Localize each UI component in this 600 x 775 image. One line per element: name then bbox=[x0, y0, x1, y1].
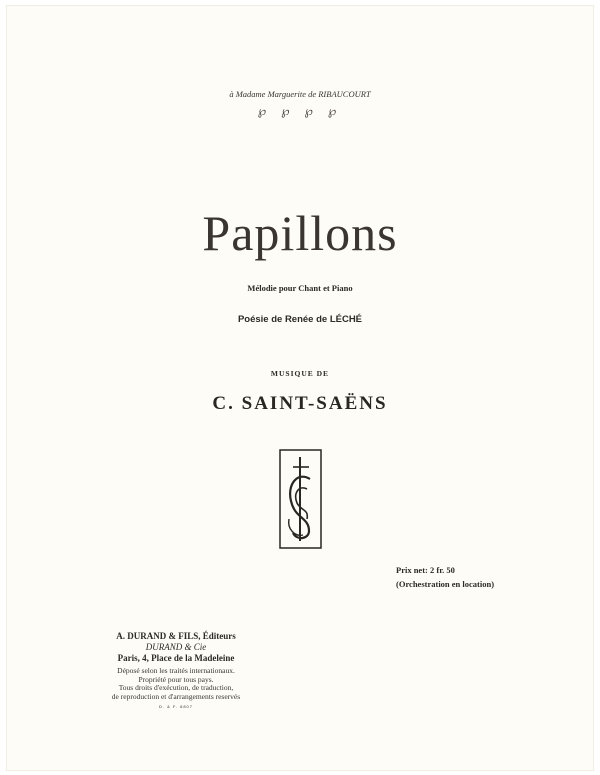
orchestration-note: (Orchestration en location) bbox=[396, 579, 495, 589]
publisher-address: Paris, 4, Place de la Madeleine bbox=[117, 653, 235, 663]
cs-monogram-icon bbox=[279, 449, 322, 549]
publisher-subname: DURAND & Cie bbox=[145, 642, 207, 652]
price: Prix net: 2 fr. 50 bbox=[396, 565, 455, 575]
rights-line: Déposé selon les traités internationaux. bbox=[117, 666, 235, 675]
music-label: MUSIQUE DE bbox=[270, 369, 330, 378]
publisher-name: A. DURAND & FILS, Éditeurs bbox=[116, 631, 236, 641]
rights-notice bbox=[96, 667, 256, 701]
poet-credit: Poésie de Renée de LÉCHÉ bbox=[237, 314, 363, 325]
publisher-block bbox=[96, 631, 256, 664]
rights-line: de reproduction et d'arrangements reservés bbox=[111, 691, 241, 701]
subtitle: Mélodie pour Chant et Piano bbox=[247, 283, 353, 293]
ornament-row: ℘ ℘ ℘ ℘ bbox=[257, 104, 343, 118]
rights-line: Tous droits d'exécution, de traduction, bbox=[118, 683, 234, 692]
dedication: à Madame Marguerite de RIBAUCOURT bbox=[229, 89, 371, 99]
plate-code: D. & F. 8807 bbox=[158, 704, 193, 709]
page-title: Papillons bbox=[202, 205, 398, 261]
composer-name: C. SAINT-SAËNS bbox=[212, 393, 388, 414]
score-cover-page bbox=[6, 5, 594, 771]
rights-line: Propriété pour tous pays. bbox=[138, 674, 214, 684]
